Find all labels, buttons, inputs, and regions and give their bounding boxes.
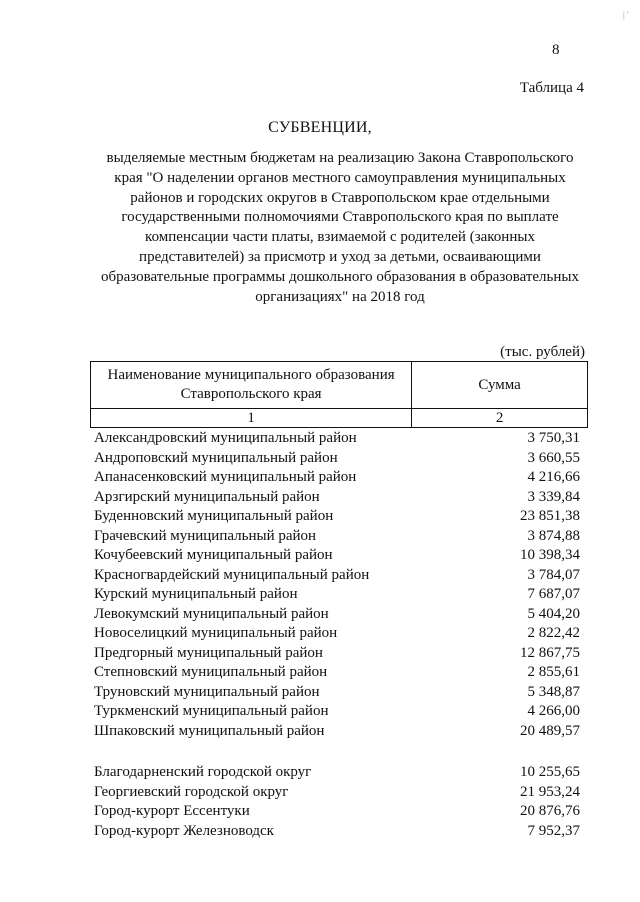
row-value: 10 255,65 xyxy=(520,764,580,780)
row-name: Степновский муниципальный район xyxy=(94,664,328,680)
table-row xyxy=(94,663,580,683)
column-number: 1 xyxy=(91,409,412,428)
table-row xyxy=(94,546,580,566)
table-row xyxy=(94,624,580,644)
row-name: Предгорный муниципальный район xyxy=(94,644,323,661)
row-name: Шпаковский муниципальный район xyxy=(94,722,325,739)
table-row xyxy=(94,488,580,508)
corner-mark: | ' xyxy=(623,10,629,20)
row-value: 4 216,66 xyxy=(527,469,580,485)
row-value: 12 867,75 xyxy=(520,644,580,661)
table-row xyxy=(94,802,580,822)
table-row xyxy=(94,783,580,803)
subtitle-line: края "О наделении органов местного самоуправления муниципальных xyxy=(114,169,566,186)
row-name: Левокумский муниципальный район xyxy=(94,605,329,622)
districts-list xyxy=(94,429,580,741)
row-value: 5 348,87 xyxy=(527,683,580,700)
row-name: Арзгирский муниципальный район xyxy=(94,488,320,505)
row-value: 3 750,31 xyxy=(527,430,580,446)
row-name: Георгиевский городской округ xyxy=(94,783,289,800)
table-label: Таблица 4 xyxy=(519,80,584,96)
row-name: Туркменский муниципальный район xyxy=(94,703,329,719)
document-subtitle xyxy=(90,149,590,307)
row-value: 23 851,38 xyxy=(520,508,580,524)
subtitle-line: организациях" на 2018 год xyxy=(255,288,425,305)
subtitle-line: компенсации части платы, взимаемой с родителей (законных xyxy=(145,229,535,246)
row-name: Буденновский муниципальный район xyxy=(94,508,334,524)
table-row xyxy=(94,566,580,586)
row-name: Новоселицкий муниципальный район xyxy=(94,625,338,641)
row-name: Город-курорт Ессентуки xyxy=(94,803,250,819)
row-name: Александровский муниципальный район xyxy=(94,430,357,446)
subtitle-line: районов и городских округов в Ставропольском крае отдельными xyxy=(130,189,550,206)
header-sum-cell: Сумма xyxy=(412,362,588,409)
table-row xyxy=(94,644,580,664)
row-value: 3 784,07 xyxy=(527,566,580,583)
city-districts-list xyxy=(94,763,580,841)
table-row xyxy=(94,429,580,449)
subtitle-line: выделяемые местным бюджетам на реализацию Закона Ставропольского xyxy=(106,150,574,166)
row-name: Курский муниципальный район xyxy=(94,586,298,602)
row-value: 21 953,24 xyxy=(520,783,580,800)
row-name: Труновский муниципальный район xyxy=(94,683,320,700)
table-row xyxy=(94,702,580,722)
header-name-cell xyxy=(91,362,412,409)
row-value: 3 660,55 xyxy=(527,449,580,466)
row-value: 10 398,34 xyxy=(520,547,580,563)
table-row xyxy=(94,763,580,783)
row-value: 2 822,42 xyxy=(527,625,580,641)
row-value: 20 876,76 xyxy=(520,803,580,819)
page-number: 8 xyxy=(552,42,560,58)
table-row xyxy=(94,507,580,527)
subtitle-line: представителей) за присмотр и уход за детьми, осваивающими xyxy=(139,248,541,265)
table-row xyxy=(94,449,580,469)
row-name: Красногвардейский муниципальный район xyxy=(94,566,370,583)
column-number: 2 xyxy=(412,409,588,428)
header-name-line: Ставропольского края xyxy=(180,386,322,402)
units-label: (тыс. рублей) xyxy=(500,344,585,360)
row-value: 5 404,20 xyxy=(527,605,580,622)
table-row xyxy=(94,683,580,703)
row-name: Грачевский муниципальный район xyxy=(94,527,317,544)
table-row xyxy=(94,468,580,488)
subtitle-line: государственными полномочиями Ставропольского края по выплате xyxy=(121,209,559,226)
table-header xyxy=(90,361,588,428)
table-row xyxy=(94,605,580,625)
document-title: СУБВЕНЦИИ, xyxy=(268,119,372,136)
row-value: 7 952,37 xyxy=(527,822,580,839)
row-name: Андроповский муниципальный район xyxy=(94,449,338,466)
header-name-line: Наименование муниципального образования xyxy=(107,367,395,383)
table-row xyxy=(94,722,580,742)
row-value: 20 489,57 xyxy=(520,722,580,739)
row-name: Благодарненский городской округ xyxy=(94,764,312,780)
row-value: 3 339,84 xyxy=(527,488,580,505)
table-row xyxy=(94,822,580,842)
table-row xyxy=(94,527,580,547)
row-name: Кочубеевский муниципальный район xyxy=(94,547,333,563)
header-row xyxy=(91,362,588,409)
table-row xyxy=(94,585,580,605)
row-name: Город-курорт Железноводск xyxy=(94,822,274,839)
column-number-row xyxy=(91,409,588,428)
row-value: 2 855,61 xyxy=(527,664,580,680)
row-value: 7 687,07 xyxy=(527,586,580,602)
row-name: Апанасенковский муниципальный район xyxy=(94,469,357,485)
row-value: 3 874,88 xyxy=(527,527,580,544)
row-value: 4 266,00 xyxy=(527,703,580,719)
subtitle-line: образовательные программы дошкольного образования в образовательных xyxy=(100,268,579,285)
